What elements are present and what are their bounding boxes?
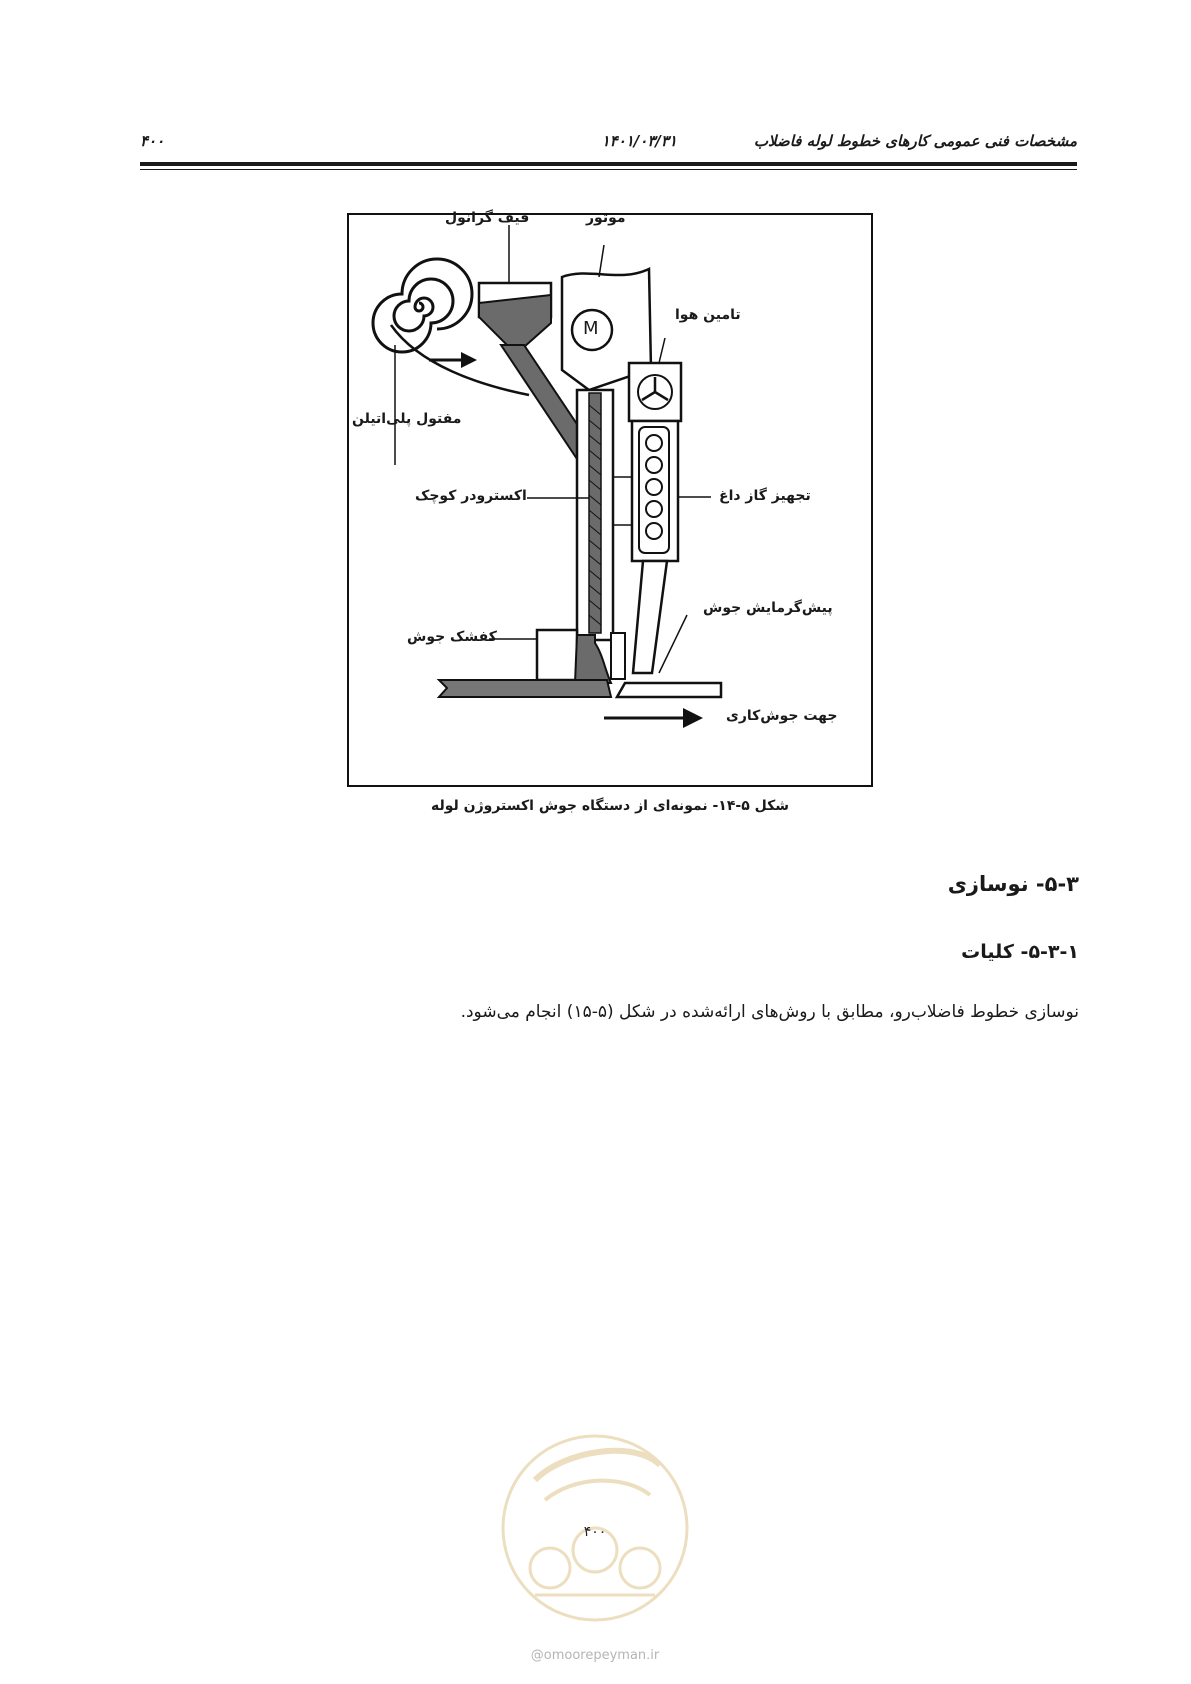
section-heading: ۵-۳- نوسازی <box>947 872 1079 896</box>
header-page-number: ۴۰۰ <box>140 132 165 150</box>
header-rule-thick <box>140 162 1077 166</box>
subsection-heading: ۵-۳-۱- کلیات <box>961 941 1079 963</box>
welding-direction-arrow-icon <box>604 708 703 728</box>
label-polyethylene-wire: مفتول پلی‌اتیلن <box>352 411 462 427</box>
page-header <box>140 128 1077 162</box>
document-title: مشخصات فنی عمومی کارهای خطوط لوله فاضلاب <box>753 132 1077 150</box>
label-welding-direction: جهت جوش‌کاری <box>726 708 838 724</box>
extrusion-welder-figure <box>347 210 873 787</box>
motor-symbol: M <box>583 318 599 339</box>
label-small-extruder: اکسترودر کوچک <box>415 488 527 504</box>
small-extruder-icon <box>577 390 613 640</box>
figure-caption: شکل ۵-۱۴- نمونه‌ای از دستگاه جوش اکستروژن لوله <box>430 798 790 814</box>
header-rule-thin <box>140 169 1077 170</box>
hot-gas-unit-icon <box>613 421 711 673</box>
footer-page-number: ۴۰۰ <box>583 1524 607 1540</box>
label-motor: موتور <box>586 210 626 226</box>
label-preheating: پیش‌گرمایش جوش <box>703 600 833 616</box>
label-welding-shoe: کفشک جوش <box>407 629 497 645</box>
feed-arrow-icon <box>429 352 477 368</box>
body-paragraph: نوسازی خطوط فاضلاب‌رو، مطابق با روش‌های ارائه‌شده در شکل (۵-۱۵) انجام می‌شود. <box>460 1002 1079 1022</box>
label-hot-gas-unit: تجهیز گاز داغ <box>719 488 811 504</box>
watermark-credit: @omoorepeyman.ir <box>530 1648 660 1663</box>
label-air-supply: تامین هوا <box>675 307 741 323</box>
document-date: ۱۴۰۱/۰۳/۳۱ <box>601 132 677 150</box>
label-granule-hopper: قیف گرانول <box>445 210 530 226</box>
